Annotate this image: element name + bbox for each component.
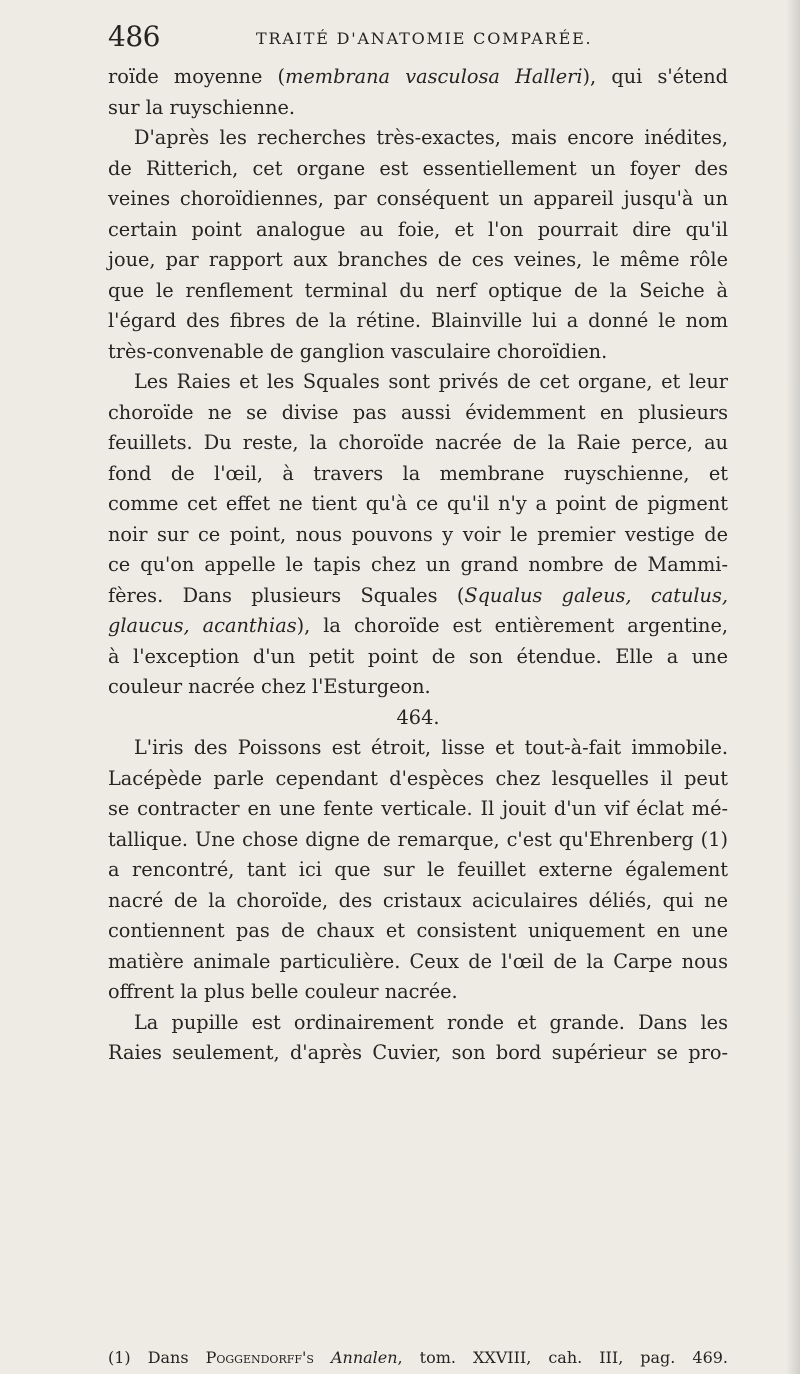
text-line: sur la ruyschienne. (108, 95, 296, 119)
text-line: comme cet effet ne tient qu'à ce qu'il n'y a point de pigment (108, 492, 728, 515)
paragraph-start: D'après les recherches très-exactes, mais encore inédites, (134, 126, 728, 149)
text-line: fond de l'œil, à travers la membrane ruyschienne, et (108, 461, 728, 485)
text-line: joue, par rapport aux branches de ces veines, le même rôle (108, 248, 728, 271)
footnote-author: Poggendorff's (205, 1348, 314, 1367)
text-line: que le renflement terminal du nerf optique de la Seiche à (108, 278, 728, 302)
text-line: très-convenable de ganglion vasculaire choroïdien. (108, 339, 608, 363)
text-line: feuillets. Du reste, la choroïde nacrée de la Raie perce, au (108, 431, 728, 454)
text-line: l'égard des fibres de la rétine. Blainville lui a donné le nom (108, 309, 728, 332)
text-line: tallique. Une chose digne de remarque, c'est qu'Ehrenberg (1) (108, 827, 728, 851)
text-line: choroïde ne se divise pas aussi évidemment en plusieurs (108, 400, 728, 424)
text-line: offrent la plus belle couleur nacrée. (108, 980, 458, 1003)
text-line: a rencontré, tant ici que sur le feuillet externe également (108, 858, 728, 881)
running-title: TRAITÉ D'ANATOMIE COMPARÉE. (256, 29, 593, 48)
page-header (108, 20, 708, 60)
text-line: matière animale particulière. Ceux de l'œil de la Carpe nous (108, 949, 728, 973)
text-line: couleur nacrée chez l'Esturgeon. (108, 675, 431, 698)
paragraph-start: La pupille est ordinairement ronde et grande. Dans les (134, 1010, 728, 1034)
text-line: veines choroïdiennes, par conséquent un appareil jusqu'à un (108, 187, 728, 210)
page-edge-shadow (786, 0, 800, 1374)
footnote: (1) Dans Poggendorff's Annalen, tom. XXVIII, cah. III, pag. 469. (108, 1348, 729, 1367)
text-line: contiennent pas de chaux et consistent uniquement en une (108, 919, 728, 942)
text-line: Raies seulement, d'après Cuvier, son bord supérieur se pro- (108, 1041, 728, 1064)
footnote-journal: Annalen (330, 1348, 398, 1367)
text-line: noir sur ce point, nous pouvons y voir le premier vestige de (108, 522, 728, 546)
body-text (108, 62, 728, 1069)
section-number: 464. (396, 705, 440, 729)
text-line: à l'exception d'un petit point de son étendue. Elle a une (108, 644, 728, 668)
footnote-marker: (1) (108, 1348, 131, 1367)
text-line: de Ritterich, cet organe est essentiellement un foyer des (108, 156, 728, 180)
text-line: se contracter en une fente verticale. Il jouit d'un vif éclat mé- (108, 797, 728, 820)
paragraph-start: Les Raies et les Squales sont privés de cet organe, et leur (134, 370, 728, 393)
text-line: ce qu'on appelle le tapis chez un grand nombre de Mammi- (108, 553, 728, 576)
text-line: fères. Dans plusieurs Squales (Squalus galeus, catulus, (108, 583, 728, 607)
paragraph-start: L'iris des Poissons est étroit, lisse et tout-à-fait immobile. (134, 736, 728, 759)
text-line: nacré de la choroïde, des cristaux aciculaires déliés, qui ne (108, 888, 728, 912)
text-line: glaucus, acanthias), la choroïde est entièrement argentine, (108, 614, 728, 637)
text-line: certain point analogue au foie, et l'on pourrait dire qu'il (108, 217, 728, 241)
page-number: 486 (108, 20, 160, 53)
text-line: roïde moyenne (membrana vasculosa Halleri), qui s'étend (108, 65, 728, 88)
text-line: Lacépède parle cependant d'espèces chez lesquelles il peut (108, 766, 728, 790)
